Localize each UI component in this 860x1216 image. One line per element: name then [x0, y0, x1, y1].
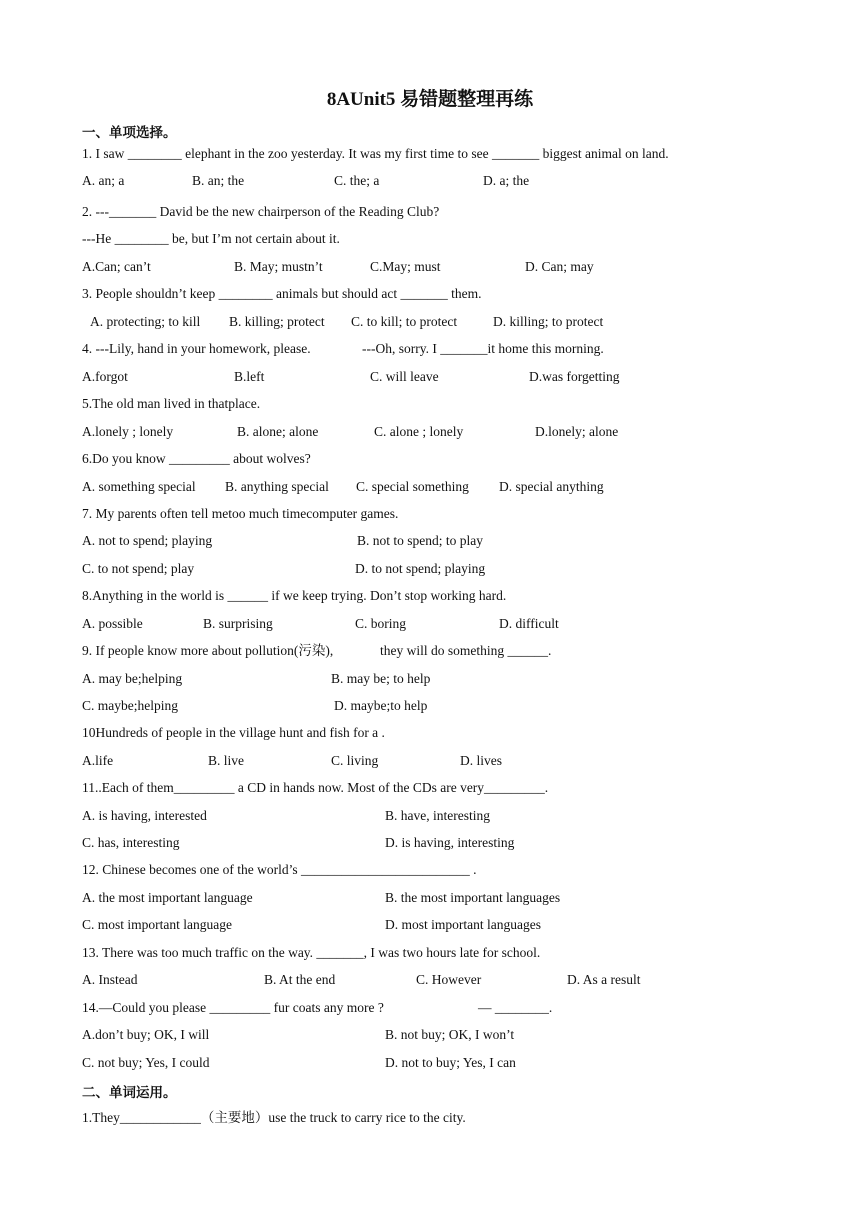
- question-14-stem: 14.—Could you please _________ fur coats any more ?: [82, 1000, 384, 1015]
- question-2-option-b: B. May; mustn’t: [234, 259, 323, 274]
- question-10-option-a: A.life: [82, 753, 114, 768]
- question-4-option-d: D.was forgetting: [529, 369, 620, 384]
- question-9-option-a: A. may be;helping: [82, 671, 183, 686]
- question-13-option-b: B. At the end: [264, 972, 336, 987]
- question-14-option-a: A.don’t buy; OK, I will: [82, 1027, 210, 1042]
- question-9-option-c: C. maybe;helping: [82, 698, 178, 713]
- question-12-option-d: D. most important languages: [385, 917, 541, 932]
- question-7-option-b: B. not to spend; to play: [357, 533, 483, 548]
- question-3-option-b: B. killing; protect: [229, 314, 325, 329]
- section-heading-single-choice: 一、单项选择。: [82, 125, 177, 141]
- question-11-option-d: D. is having, interesting: [385, 835, 515, 850]
- question-5-option-d: D.lonely; alone: [535, 424, 619, 439]
- question-10-option-c: C. living: [331, 753, 379, 768]
- question-4-stem-reply: ---Oh, sorry. I _______it home this morning.: [362, 341, 604, 356]
- question-4-option-b: B.left: [234, 369, 265, 384]
- question-11-option-c: C. has, interesting: [82, 835, 180, 850]
- question-8-option-c: C. boring: [355, 616, 407, 631]
- question-2-option-d: D. Can; may: [525, 259, 594, 274]
- question-12-stem: 12. Chinese becomes one of the world’s _________________________ .: [82, 862, 477, 877]
- question-7-option-a: A. not to spend; playing: [82, 533, 213, 548]
- question-13-option-a: A. Instead: [82, 972, 138, 987]
- question-14-option-b: B. not buy; OK, I won’t: [385, 1027, 515, 1042]
- question-13-option-c: C. However: [416, 972, 482, 987]
- question-11-option-b: B. have, interesting: [385, 808, 490, 823]
- question-12-option-c: C. most important language: [82, 917, 232, 932]
- question-2-option-a: A.Can; can’t: [82, 259, 151, 274]
- question-3-option-d: D. killing; to protect: [493, 314, 604, 329]
- question-9-stem-continued: they will do something ______.: [380, 643, 552, 658]
- question-8-option-b: B. surprising: [203, 616, 273, 631]
- question-11-option-a: A. is having, interested: [82, 808, 207, 823]
- question-6-option-b: B. anything special: [225, 479, 329, 494]
- question-2-option-c: C.May; must: [370, 259, 441, 274]
- question-1-option-a: A. an; a: [82, 173, 125, 188]
- question-10-stem: 10Hundreds of people in the village hunt and fish for a .: [82, 725, 385, 740]
- question-3-option-c: C. to kill; to protect: [351, 314, 458, 329]
- question-8-option-a: A. possible: [82, 616, 143, 631]
- question-14-stem-reply: — ________.: [478, 1000, 553, 1015]
- question-6-option-d: D. special anything: [499, 479, 604, 494]
- question-5-option-c: C. alone ; lonely: [374, 424, 464, 439]
- question-4-stem: 4. ---Lily, hand in your homework, please.: [82, 341, 311, 356]
- question-9-option-d: D. maybe;to help: [334, 698, 428, 713]
- question-9-option-b: B. may be; to help: [331, 671, 431, 686]
- question-5-option-a: A.lonely ; lonely: [82, 424, 174, 439]
- question-5-option-b: B. alone; alone: [237, 424, 319, 439]
- question-10-option-d: D. lives: [460, 753, 502, 768]
- question-5-stem: 5.The old man lived in thatplace.: [82, 396, 261, 411]
- question-1-stem: 1. I saw ________ elephant in the zoo yesterday. It was my first time to see _______ biggest animal on land.: [82, 146, 669, 161]
- question-3-option-a: A. protecting; to kill: [90, 314, 201, 329]
- question-2-stem-reply: ---He ________ be, but I’m not certain about it.: [82, 231, 340, 246]
- question-12-option-a: A. the most important language: [82, 890, 253, 905]
- question-1-option-d: D. a; the: [483, 173, 530, 188]
- question-4-option-a: A.forgot: [82, 369, 128, 384]
- question-12-option-b: B. the most important languages: [385, 890, 561, 905]
- question-7-option-c: C. to not spend; play: [82, 561, 195, 576]
- question-2-stem: 2. ---_______ David be the new chairperson of the Reading Club?: [82, 204, 440, 219]
- question-8-stem: 8.Anything in the world is ______ if we keep trying. Don’t stop working hard.: [82, 588, 507, 603]
- question-4-option-c: C. will leave: [370, 369, 439, 384]
- question-1-option-b: B. an; the: [192, 173, 245, 188]
- question-13-option-d: D. As a result: [567, 972, 641, 987]
- word-use-item-1: 1.They____________（主要地）use the truck to carry rice to the city.: [82, 1110, 466, 1125]
- question-6-option-a: A. something special: [82, 479, 196, 494]
- question-3-stem: 3. People shouldn’t keep ________ animals but should act _______ them.: [82, 286, 482, 301]
- question-13-stem: 13. There was too much traffic on the way. _______, I was two hours late for school.: [82, 945, 541, 960]
- question-8-option-d: D. difficult: [499, 616, 559, 631]
- question-1-option-c: C. the; a: [334, 173, 380, 188]
- question-7-option-d: D. to not spend; playing: [355, 561, 486, 576]
- page-title: 8AUnit5 易错题整理再练: [326, 89, 534, 110]
- question-9-stem: 9. If people know more about pollution(污染),: [82, 643, 334, 658]
- question-14-option-d: D. not to buy; Yes, I can: [385, 1055, 516, 1070]
- question-11-stem: 11..Each of them_________ a CD in hands now. Most of the CDs are very_________.: [82, 780, 549, 795]
- question-7-stem: 7. My parents often tell metoo much timecomputer games.: [82, 506, 399, 521]
- question-14-option-c: C. not buy; Yes, I could: [82, 1055, 210, 1070]
- question-10-option-b: B. live: [208, 753, 244, 768]
- section-heading-word-use: 二、单词运用。: [82, 1085, 177, 1101]
- question-6-stem: 6.Do you know _________ about wolves?: [82, 451, 311, 466]
- question-6-option-c: C. special something: [356, 479, 469, 494]
